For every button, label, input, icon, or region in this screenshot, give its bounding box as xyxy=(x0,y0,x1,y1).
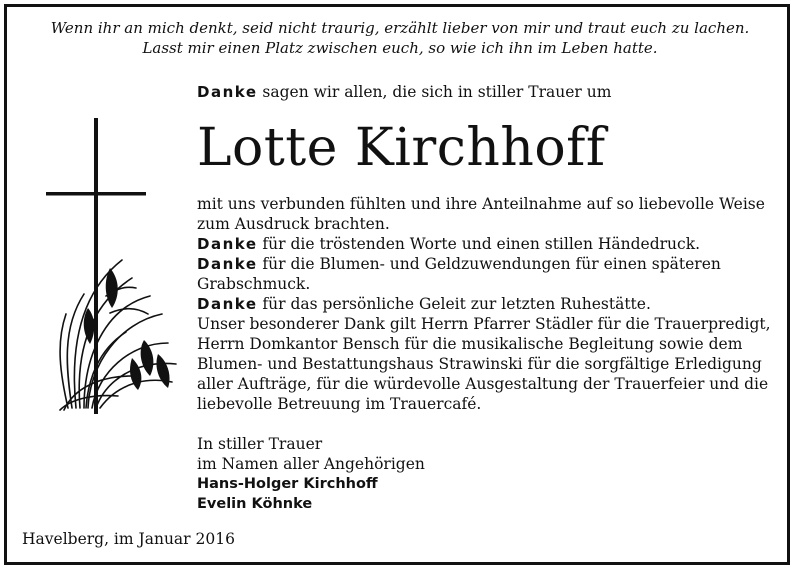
cross-with-grass-icon xyxy=(40,118,190,418)
danke-word: Danke xyxy=(197,83,258,101)
signer-name: Hans-Holger Kirchhoff xyxy=(197,476,378,492)
motto-line-1: Wenn ihr an mich denkt, seid nicht traurig, erzählt lieber von mir und traut euch zu lachen. xyxy=(50,19,750,37)
body-line-grabschmuck: Grabschmuck. xyxy=(197,275,311,293)
danke-word: Danke xyxy=(197,295,258,313)
thanks-text: für das persönliche Geleit zur letzten Ruhestätte. xyxy=(257,295,651,313)
thanks-line-escort xyxy=(197,294,767,314)
deceased-name: Lotte Kirchhoff xyxy=(197,118,606,178)
closing-line-2: im Namen aller Angehörigen xyxy=(197,455,425,473)
special-line-5: liebevolle Betreuung im Trauercafé. xyxy=(197,395,482,413)
special-line-2: Herrn Domkantor Bensch für die musikalische Begleitung sowie dem xyxy=(197,335,743,353)
special-line-4: aller Aufträge, für die würdevolle Ausgestaltung der Trauerfeier und die xyxy=(197,375,769,393)
danke-word: Danke xyxy=(197,235,258,253)
place-and-date: Havelberg, im Januar 2016 xyxy=(22,530,235,548)
closing-line-1: In stiller Trauer xyxy=(197,435,323,453)
thanks-text: für die Blumen- und Geldzuwendungen für einen späteren xyxy=(257,255,721,273)
thank-you-text xyxy=(197,82,771,514)
thanks-text: für die tröstenden Worte und einen stillen Händedruck. xyxy=(257,235,701,253)
motto-quote xyxy=(0,18,800,58)
danke-word: Danke xyxy=(197,255,258,273)
thanks-line-flowers xyxy=(197,254,767,274)
thanks-line-words xyxy=(197,234,767,254)
intro-line xyxy=(197,82,767,102)
intro-text: sagen wir allen, die sich in stiller Trauer um xyxy=(257,83,612,101)
motto-line-2: Lasst mir einen Platz zwischen euch, so wie ich ihn im Leben hatte. xyxy=(142,39,658,57)
special-line-3: Blumen- und Bestattungshaus Strawinski für die sorgfältige Erledigung xyxy=(197,355,762,373)
body-line-1: mit uns verbunden fühlten und ihre Anteilnahme auf so liebevolle Weise xyxy=(197,195,765,213)
signer-name: Evelin Köhnke xyxy=(197,496,313,512)
special-line-1: Unser besonderer Dank gilt Herrn Pfarrer Städler für die Trauerpredigt, xyxy=(197,315,771,333)
body-line-2: zum Ausdruck brachten. xyxy=(197,215,390,233)
